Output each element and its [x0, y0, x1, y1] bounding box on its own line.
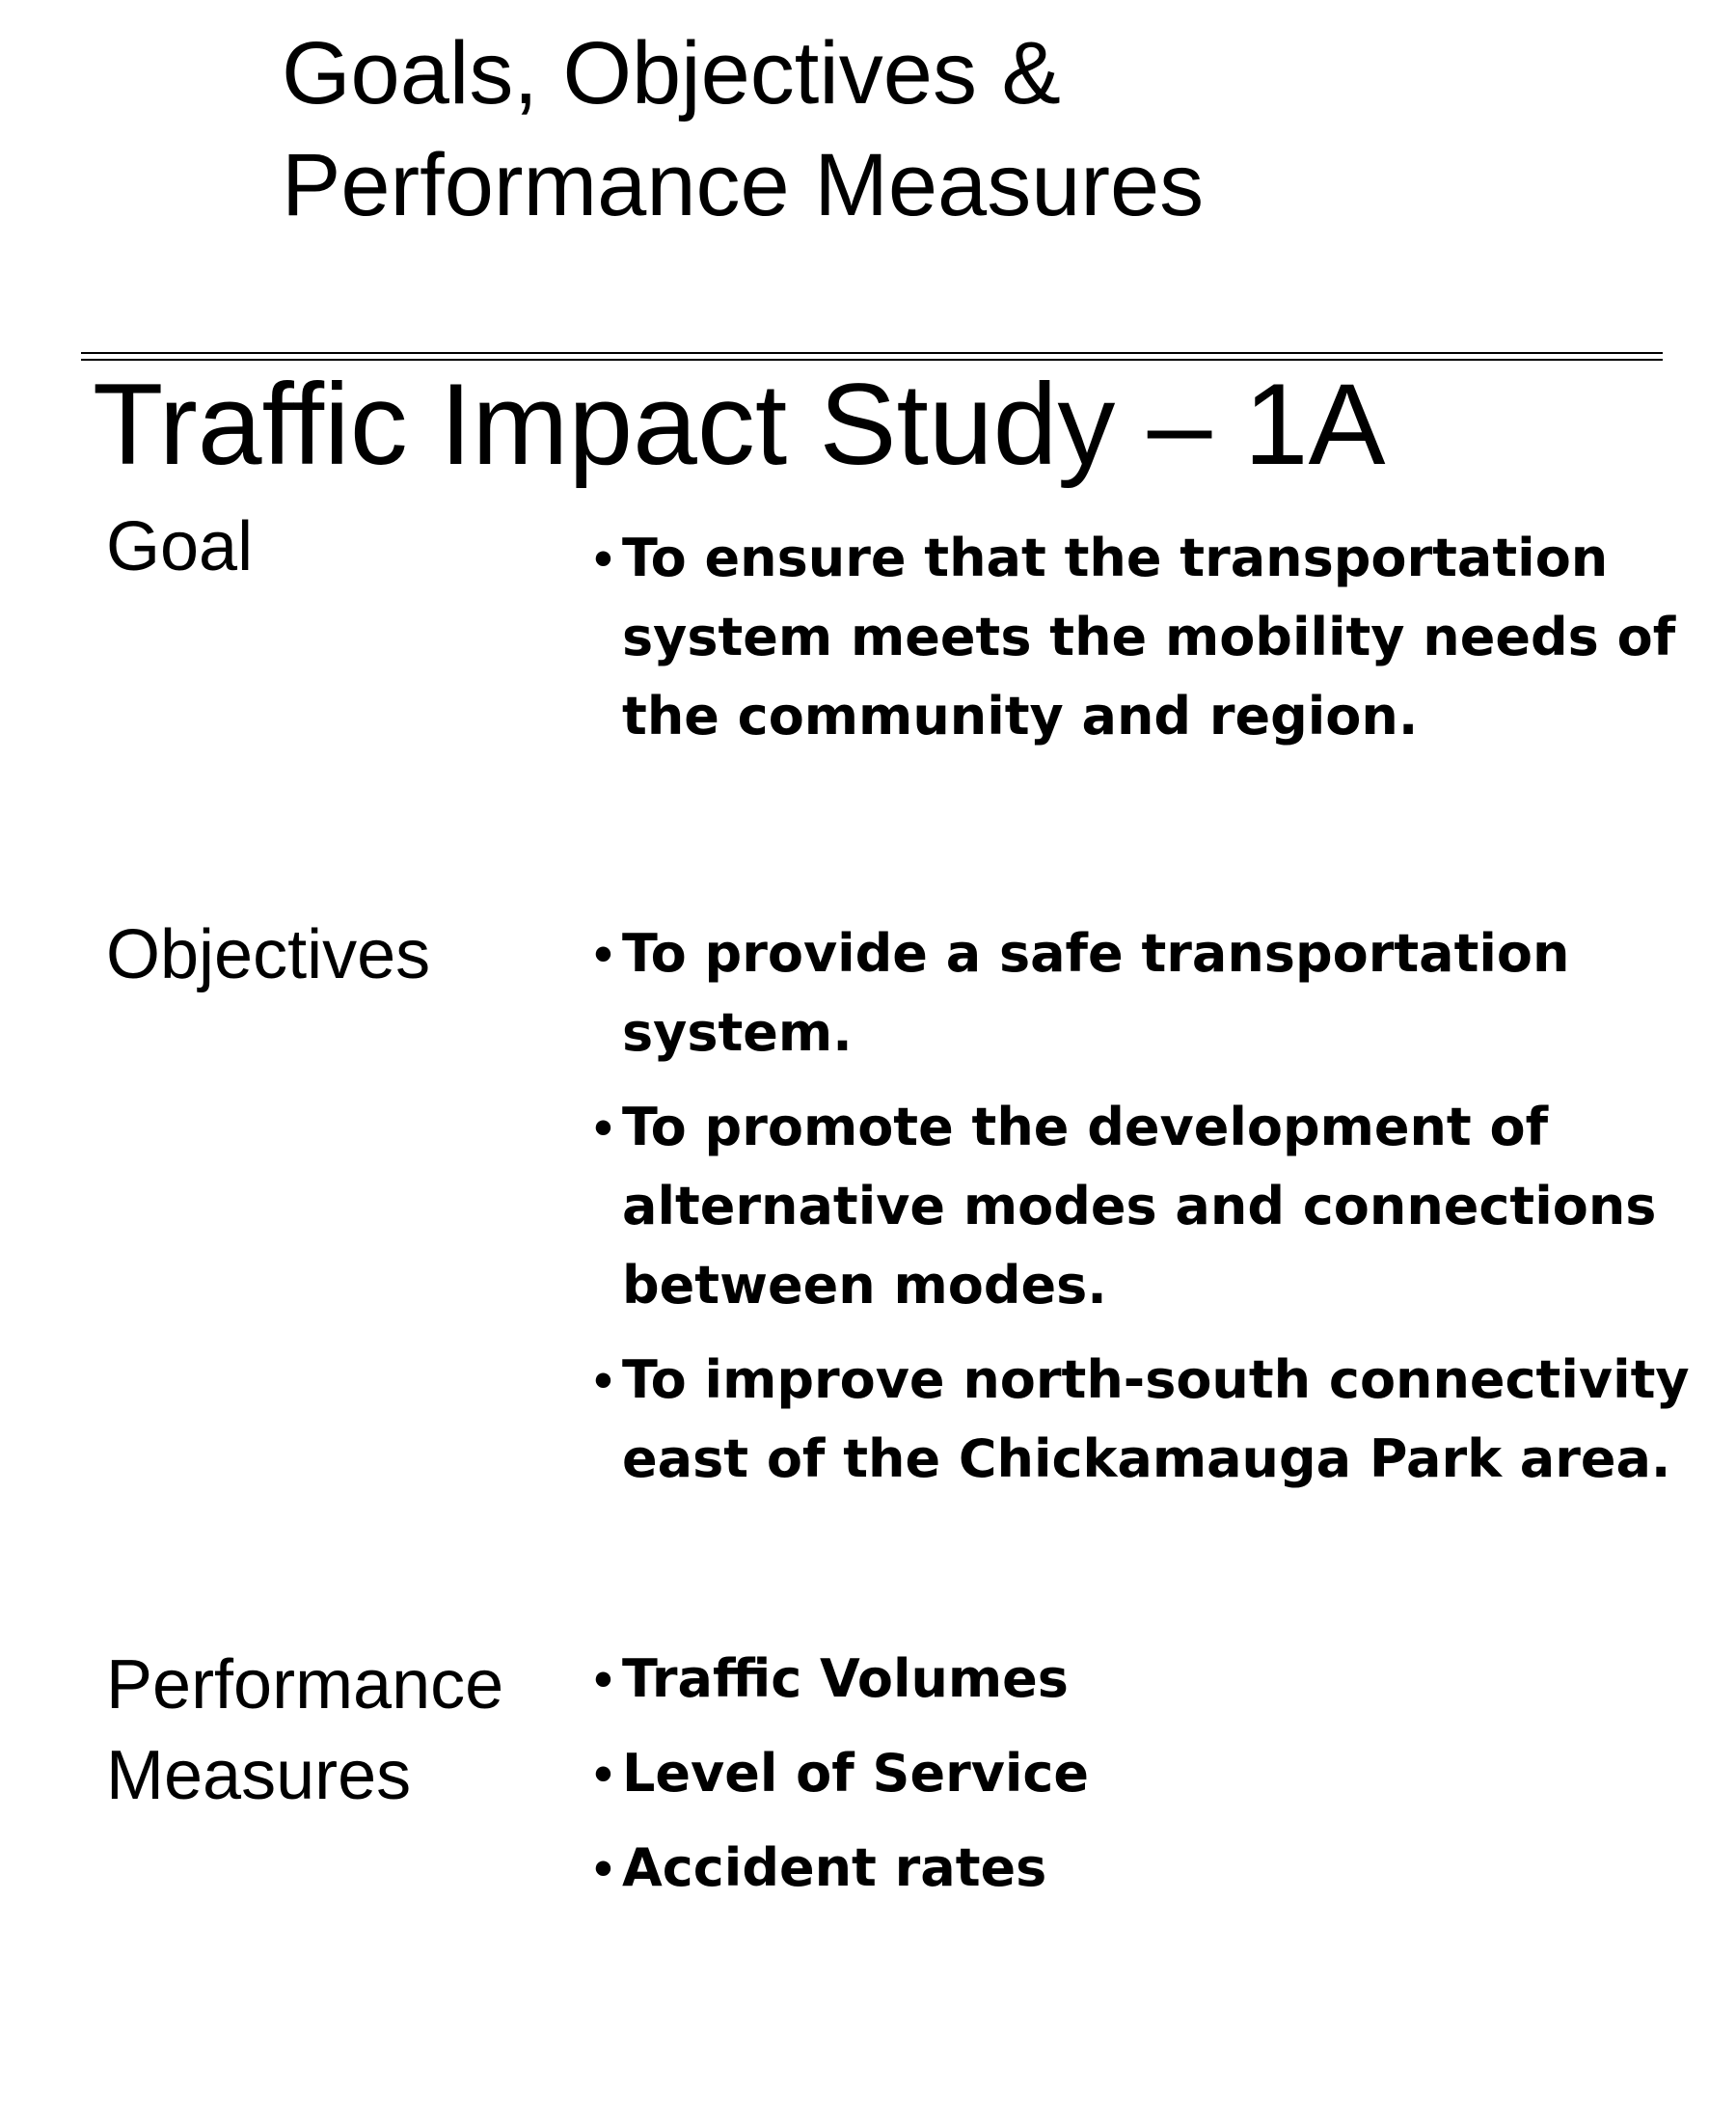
header-title-line-1: Goals, Objectives &	[282, 24, 1061, 122]
list-item	[594, 1088, 1694, 1325]
performance-measures-label	[106, 1640, 503, 1821]
title-divider-top	[81, 352, 1663, 354]
bullet-icon: •	[594, 530, 612, 587]
list-item	[594, 1829, 1694, 1908]
objectives-label	[106, 910, 430, 1000]
bullet-icon: •	[594, 1745, 612, 1803]
goal-label	[106, 502, 253, 592]
bullet-icon: •	[594, 925, 612, 983]
measure-item-text: Accident rates	[622, 1837, 1047, 1898]
bullet-icon: •	[594, 1099, 612, 1156]
list-item	[594, 1640, 1694, 1719]
bullet-icon: •	[594, 1351, 612, 1409]
performance-measures-label-line-2: Measures	[106, 1737, 412, 1814]
performance-measures-list	[594, 1640, 1694, 1908]
list-item	[594, 914, 1694, 1073]
objectives-label-text: Objectives	[106, 916, 431, 993]
header-title-line-2: Performance Measures	[282, 136, 1205, 234]
objective-item-text: To improve north-south connectivity east of the Chickamauga Park area.	[622, 1349, 1690, 1489]
goal-item-text: To ensure that the transportation system meets the mobility needs of the community and region.	[622, 528, 1676, 747]
goal-label-text: Goal	[106, 508, 254, 585]
bullet-icon: •	[594, 1839, 612, 1897]
objective-item-text: To provide a safe transportation system.	[622, 923, 1570, 1063]
slide-title: Traffic Impact Study – 1A	[93, 360, 1386, 489]
goal-list	[594, 519, 1694, 756]
list-item	[594, 1734, 1694, 1813]
header-title	[282, 17, 1204, 241]
bullet-icon: •	[594, 1650, 612, 1708]
objectives-list	[594, 914, 1694, 1499]
list-item	[594, 519, 1694, 756]
performance-measures-label-line-1: Performance	[106, 1646, 504, 1724]
list-item	[594, 1341, 1694, 1499]
measure-item-text: Level of Service	[622, 1743, 1090, 1804]
objective-item-text: To promote the development of alternative modes and connections between modes.	[622, 1097, 1657, 1316]
measure-item-text: Traffic Volumes	[622, 1648, 1069, 1709]
